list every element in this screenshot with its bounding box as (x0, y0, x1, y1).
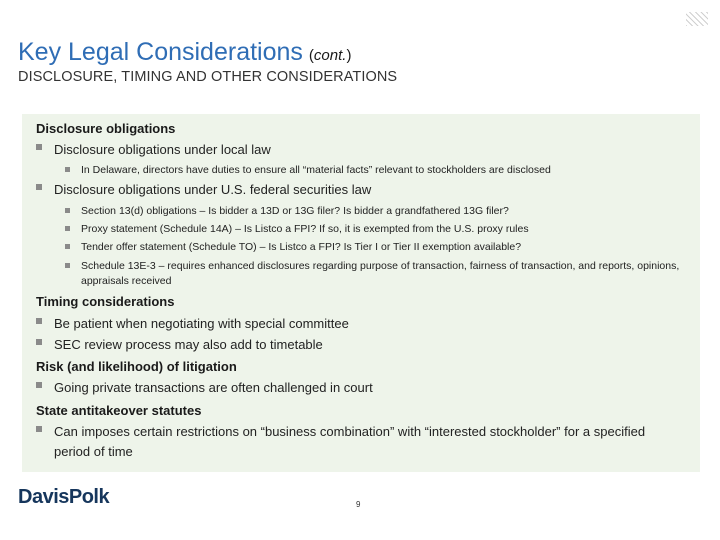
sub-bullet-item (65, 204, 509, 219)
slide-title-continued (309, 47, 352, 64)
square-bullet-icon (36, 426, 42, 432)
title-cont-close: ) (346, 47, 352, 64)
sub-bullet-text: Section 13(d) obligations – Is bidder a 13D or 13G filer? Is bidder a grandfathered 13G filer? (81, 205, 509, 217)
sub-bullet-text: Tender offer statement (Schedule TO) – Is Listco a FPI? Is Tier I or Tier II exemption available? (81, 241, 522, 253)
square-bullet-icon (65, 244, 70, 249)
sub-bullet-item (65, 222, 529, 237)
bullet-item (36, 180, 371, 200)
corner-hatch-decoration (686, 12, 708, 26)
square-bullet-icon (65, 167, 70, 172)
sub-bullet-item (65, 259, 681, 289)
square-bullet-icon (36, 184, 42, 190)
bullet-text: Disclosure obligations under U.S. federal securities law (54, 182, 372, 197)
square-bullet-icon (36, 339, 42, 345)
sub-bullet-text: In Delaware, directors have duties to ensure all “material facts” relevant to stockholders are disclosed (81, 164, 551, 176)
slide-title-row (18, 38, 351, 67)
section-heading-litigation: Risk (and likelihood) of litigation (36, 359, 237, 374)
section-heading-disclosure: Disclosure obligations (36, 121, 176, 136)
title-cont-word: cont. (313, 47, 347, 64)
bullet-item (36, 378, 373, 398)
square-bullet-icon (36, 382, 42, 388)
bullet-text: Can imposes certain restrictions on “business combination” with “interested stockholder” for a specified period of time (54, 424, 646, 459)
square-bullet-icon (65, 226, 70, 231)
sub-bullet-text: Proxy statement (Schedule 14A) – Is Listco a FPI? If so, it is exempted from the U.S. proxy rules (81, 223, 529, 235)
sub-bullet-item (65, 163, 551, 178)
square-bullet-icon (36, 144, 42, 150)
square-bullet-icon (65, 208, 70, 213)
title-cont-open: ( (308, 47, 314, 64)
bullet-text: Going private transactions are often challenged in court (54, 380, 373, 395)
bullet-text: Disclosure obligations under local law (54, 142, 271, 157)
bullet-text: SEC review process may also add to timetable (54, 337, 323, 352)
section-heading-timing: Timing considerations (36, 294, 175, 309)
page-number: 9 (356, 500, 361, 509)
slide-title: Key Legal Considerations (18, 38, 303, 66)
bullet-item (36, 314, 349, 334)
bullet-text: Be patient when negotiating with special committee (54, 316, 349, 331)
bullet-item (36, 422, 654, 462)
sub-bullet-item (65, 240, 521, 255)
davis-polk-logo: DavisPolk (18, 486, 110, 508)
bullet-item (36, 140, 271, 160)
slide-subtitle: DISCLOSURE, TIMING AND OTHER CONSIDERATIONS (18, 69, 398, 85)
bullet-item (36, 335, 323, 355)
square-bullet-icon (65, 263, 70, 268)
section-heading-antitakeover: State antitakeover statutes (36, 403, 202, 418)
sub-bullet-text: Schedule 13E-3 – requires enhanced disclosures regarding purpose of transaction, fairness of transaction, and reports, opinions, appraisals received (81, 260, 680, 287)
square-bullet-icon (36, 318, 42, 324)
